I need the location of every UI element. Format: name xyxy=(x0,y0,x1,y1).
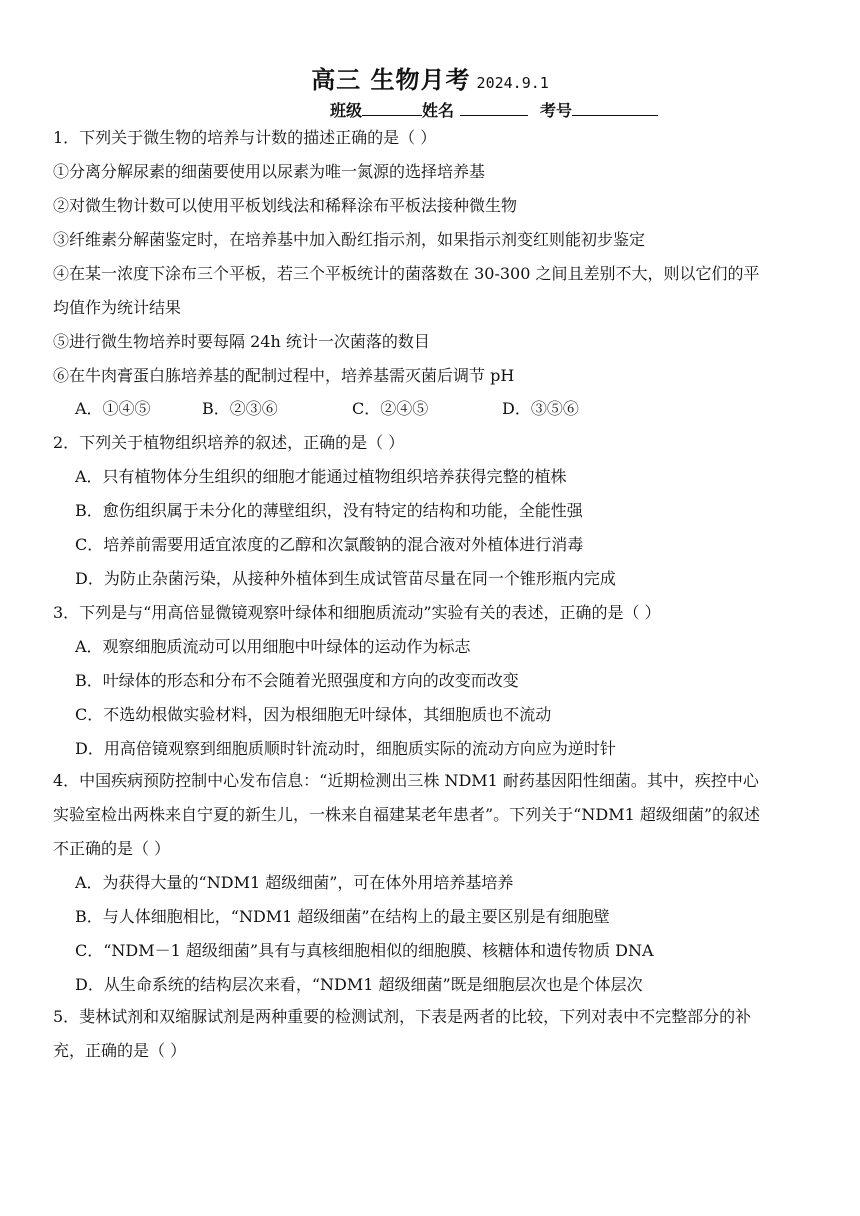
q3-option-c[interactable]: C．不选幼根做实验材料，因为根细胞无叶绿体，其细胞质也不流动 xyxy=(75,705,552,724)
exam-no-label: 考号 xyxy=(540,101,573,120)
q1-choice-a[interactable]: A．①④⑤ xyxy=(75,399,151,418)
q2-option-c[interactable]: C．培养前需要用适宜浓度的乙醇和次氯酸钠的混合液对外植体进行消毒 xyxy=(75,535,584,554)
q1-item: 均值作为统计结果 xyxy=(53,298,182,317)
q4-option-d[interactable]: D．从生命系统的结构层次来看，“NDM1 超级细菌”既是细胞层次也是个体层次 xyxy=(75,975,643,994)
q4-stem: 实验室检出两株来自宁夏的新生儿，一株来自福建某老年患者”。下列关于“NDM1 超级细菌”的叙述 xyxy=(53,805,761,824)
q1-item: ⑤进行微生物培养时要每隔 24h 统计一次菌落的数目 xyxy=(53,332,430,351)
q4-option-c[interactable]: C．“NDM－1 超级细菌”具有与真核细胞相似的细胞膜、核糖体和遗传物质 DNA xyxy=(75,941,654,960)
class-blank[interactable] xyxy=(362,99,422,116)
q4-stem: 不正确的是（ ） xyxy=(53,839,171,858)
q3-option-d[interactable]: D．用高倍镜观察到细胞质顺时针流动时，细胞质实际的流动方向应为逆时针 xyxy=(75,739,616,758)
q2-option-a[interactable]: A．只有植物体分生组织的细胞才能通过植物组织培养获得完整的植株 xyxy=(75,467,567,486)
q2-option-b[interactable]: B．愈伤组织属于未分化的薄壁组织，没有特定的结构和功能，全能性强 xyxy=(75,501,583,520)
name-label: 姓名 xyxy=(422,101,455,120)
q1-item: ④在某一浓度下涂布三个平板，若三个平板统计的菌落数在 30-300 之间且差别不大，则以它们的平 xyxy=(53,264,760,283)
q4-option-a[interactable]: A．为获得大量的“NDM1 超级细菌”，可在体外用培养基培养 xyxy=(75,873,514,892)
exam-no-blank[interactable] xyxy=(572,99,658,116)
q1-item: ①分离分解尿素的细菌要使用以尿素为唯一氮源的选择培养基 xyxy=(53,162,486,181)
q1-item: ②对微生物计数可以使用平板划线法和稀释涂布平板法接种微生物 xyxy=(53,196,518,215)
q1-choice-c[interactable]: C．②④⑤ xyxy=(352,399,429,418)
exam-title xyxy=(0,60,860,95)
q3-option-b[interactable]: B．叶绿体的形态和分布不会随着光照强度和方向的改变而改变 xyxy=(75,671,519,690)
q1-choices xyxy=(75,399,579,419)
q5-stem: 充，正确的是（ ） xyxy=(53,1041,187,1060)
class-label: 班级 xyxy=(330,101,363,120)
q4-stem: 4．中国疾病预防控制中心发布信息：“近期检测出三株 NDM1 耐药基因阳性细菌。其中，疾控中心 xyxy=(53,771,759,790)
student-info-line xyxy=(330,98,658,121)
q1-choice-b[interactable]: B．②③⑥ xyxy=(202,399,278,418)
q1-item: ⑥在牛肉膏蛋白胨培养基的配制过程中，培养基需灭菌后调节 pH xyxy=(53,366,515,385)
q2-stem: 2．下列关于植物组织培养的叙述，正确的是（ ） xyxy=(53,433,405,452)
q2-option-d[interactable]: D．为防止杂菌污染，从接种外植体到生成试管苗尽量在同一个锥形瓶内完成 xyxy=(75,569,616,588)
name-blank[interactable] xyxy=(460,99,528,116)
q1-item: ③纤维素分解菌鉴定时，在培养基中加入酚红指示剂，如果指示剂变红则能初步鉴定 xyxy=(53,230,646,249)
q3-option-a[interactable]: A．观察细胞质流动可以用细胞中叶绿体的运动作为标志 xyxy=(75,637,471,656)
q3-stem: 3．下列是与“用高倍显微镜观察叶绿体和细胞质流动”实验有关的表述，正确的是（ ） xyxy=(53,603,661,622)
q1-choice-d[interactable]: D．③⑤⑥ xyxy=(502,399,579,418)
exam-date: 2024.9.1 xyxy=(476,74,549,92)
title-text: 高三 生物月考 xyxy=(311,65,471,94)
q4-option-b[interactable]: B．与人体细胞相比，“NDM1 超级细菌”在结构上的最主要区别是有细胞壁 xyxy=(75,907,610,926)
q5-stem: 5．斐林试剂和双缩脲试剂是两种重要的检测试剂，下表是两者的比较，下列对表中不完整部分的补 xyxy=(53,1007,752,1026)
q1-stem: 1．下列关于微生物的培养与计数的描述正确的是（ ） xyxy=(53,128,437,147)
